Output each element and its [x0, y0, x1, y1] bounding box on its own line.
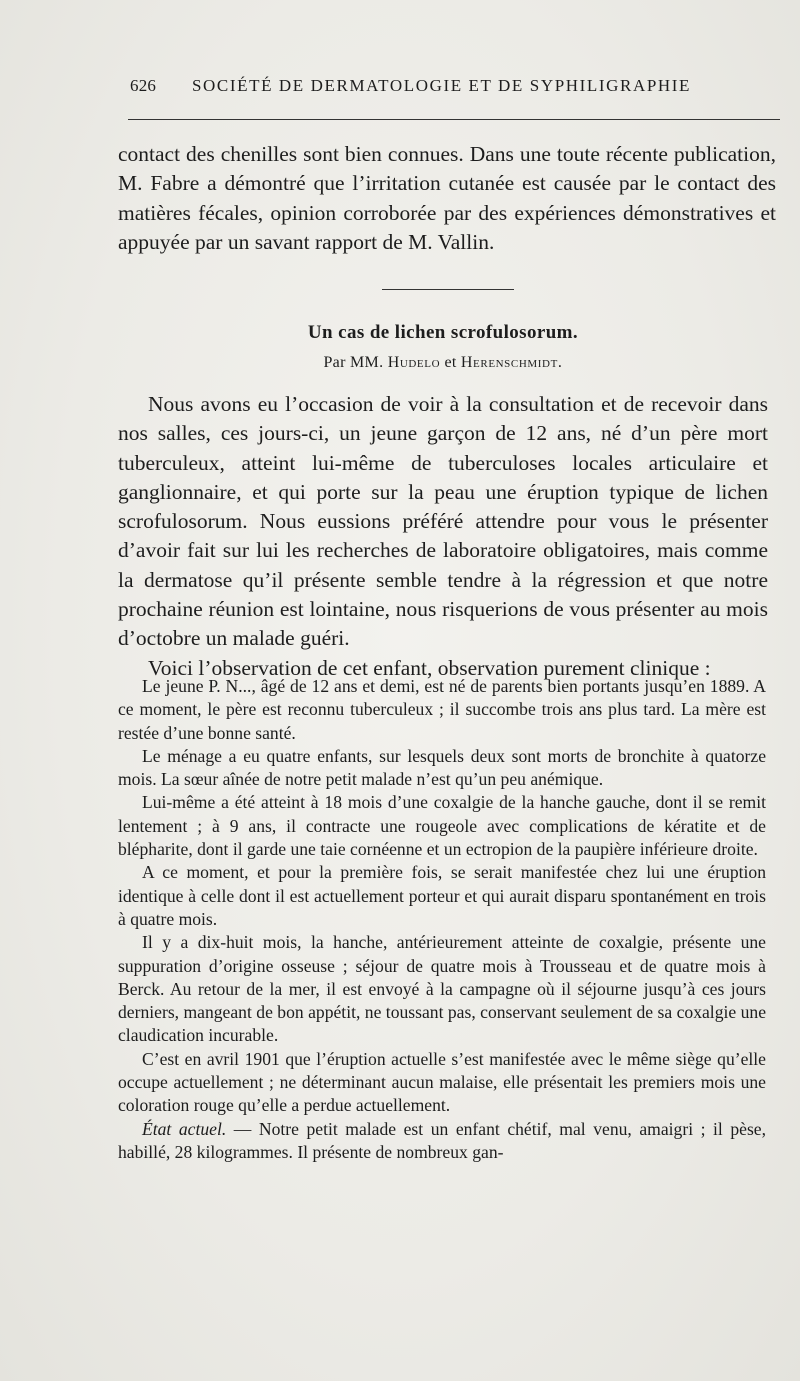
observation-paragraph: Lui-même a été atteint à 18 mois d’une coxalgie de la hanche gauche, dont il se remit lentement ; à 9 ans, il contracte une rougeole avec complications de kératite et de blépharite, dont il garde une taie cornéenne et un ectropion de la paupière inférieure droite. [118, 792, 766, 860]
observation-paragraph: C’est en avril 1901 que l’éruption actuelle s’est manifestée avec le même siège qu’elle occupe actuellement ; ne déterminant aucun malaise, elle présentait les premiers mois une coloration rouge qu’elle a perdue actuellement. [118, 1048, 766, 1116]
running-title: SOCIÉTÉ DE DERMATOLOGIE ET DE SYPHILIGRAPHIE [192, 76, 692, 95]
etat-actuel-text: — Notre petit malade est un enfant chétif, mal venu, amaigri ; il pèse, habillé, 28 kilogrammes. Il présente de nombreux gan- [118, 1118, 766, 1162]
etat-actuel-paragraph [118, 1118, 766, 1165]
intro-block [118, 140, 776, 257]
author-herenschmidt: Herenschmidt. [460, 354, 563, 371]
large-text-block [118, 390, 768, 683]
authors-and: et [444, 354, 457, 371]
etat-actuel-lead: État actuel. [142, 1118, 227, 1139]
intro-paragraph: contact des chenilles sont bien connues. Dans une toute récente publication, M. Fabre a démontré que l’irritation cutanée est causée par le contact des matières fécales, opinion corroborée par des expériences démonstratives et appuyée par un savant rapport de M. Vallin. [118, 142, 776, 254]
observation-block [118, 675, 766, 1164]
page-header [130, 76, 780, 96]
article-authors [116, 354, 770, 372]
page-number: 626 [130, 76, 157, 95]
body-paragraph: Voici l’observation de cet enfant, observation purement clinique : [148, 655, 711, 680]
body-paragraph: Nous avons eu l’occasion de voir à la consultation et de recevoir dans nos salles, ces jours-ci, un jeune garçon de 12 ans, né d’un père mort tuberculeux, atteint lui-même de tuberculoses locales articulaire et ganglionnaire, et qui porte sur la peau une éruption typique de lichen scrofulosorum. Nous eussions préféré attendre pour vous le présenter d’avoir fait sur lui les recherches de laboratoire obligatoires, mais comme la dermatose qu’il présente semble tendre à la régression et que notre prochaine réunion est lointaine, nous risquerions de vous présenter au mois d’octobre un malade guéri. [118, 392, 768, 651]
observation-paragraph: A ce moment, et pour la première fois, se serait manifestée chez lui une éruption identique à celle dont il est actuellement porteur et qui aurait disparu spontanément en trois à quatre mois. [118, 862, 766, 929]
article-title: Un cas de lichen scrofulosorum. [307, 322, 579, 343]
authors-prefix: Par MM. [323, 354, 384, 371]
observation-paragraph: Le jeune P. N..., âgé de 12 ans et demi, est né de parents bien portants jusqu’en 1889. A ce moment, le père est reconnu tuberculeux ; il succombe trois ans plus tard. La mère est restée d’une bonne santé. [118, 676, 766, 743]
section-separator [382, 289, 514, 290]
observation-paragraph: Le ménage a eu quatre enfants, sur lesquels deux sont morts de bronchite à quatorze mois. La sœur aînée de notre petit malade n’est qu’un peu anémique. [118, 745, 766, 790]
header-rule [128, 119, 780, 120]
author-hudelo: Hudelo [387, 354, 441, 371]
observation-paragraph: Il y a dix-huit mois, la hanche, antérieurement atteinte de coxalgie, présente une suppuration d’origine osseuse ; séjour de quatre mois à Trousseau et de quatre mois à Berck. Au retour de la mer, il est envoyé à la campagne où il séjourne jusqu’à ces jours derniers, mangeant de bon appétit, ne toussant pas, conservant seulement de sa coxalgie une claudication incurable. [118, 932, 766, 1046]
